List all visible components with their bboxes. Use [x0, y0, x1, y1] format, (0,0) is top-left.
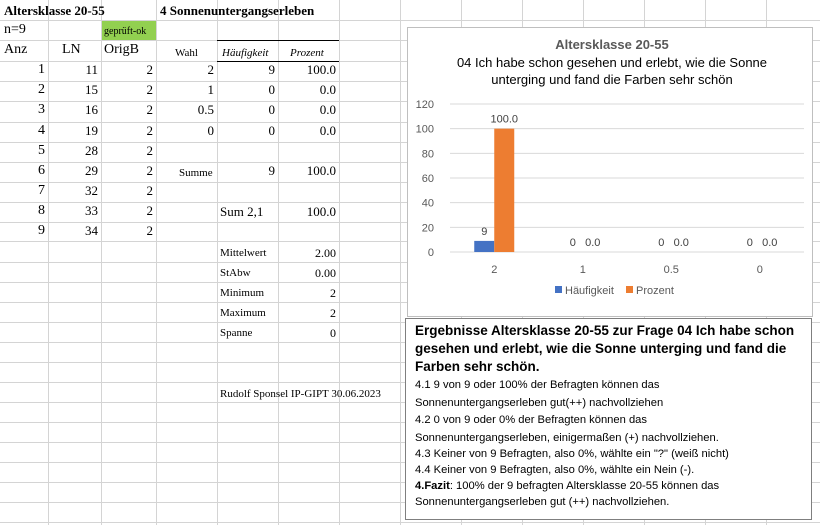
stat-value: 2	[330, 306, 336, 320]
freq-prozent: 0.0	[319, 123, 336, 138]
summary-line-1: 4.1 9 von 9 oder 100% der Befragten können das	[415, 379, 660, 391]
y-tick-label: 0	[427, 247, 434, 259]
bar-prozent	[494, 129, 514, 252]
col-anz-header: Anz	[4, 42, 28, 57]
col-haeufigkeit-header: Häufigkeit	[222, 47, 269, 59]
y-tick-label: 40	[421, 197, 434, 210]
sum21-prozent: 100.0	[306, 204, 336, 219]
freq-haeufigkeit: 0	[268, 123, 275, 138]
summary-line-6: 4.4 Keiner von 9 Befragten, also 0%, wählte ein Nein (-).	[415, 464, 695, 476]
data-label: 0.0	[585, 237, 601, 249]
bar-chart[interactable]	[407, 27, 813, 317]
stat-value: 2.00	[315, 246, 336, 260]
freq-wahl: 2	[207, 62, 214, 77]
row-ln: 33	[85, 203, 98, 218]
row-anz: 4	[38, 123, 45, 138]
summary-fazit-line-2: Sonnenuntergangserleben gut (++) nachvollziehen.	[415, 496, 670, 508]
row-ln: 34	[85, 223, 98, 238]
freq-haeufigkeit: 9	[268, 62, 275, 77]
n-label: n=9	[4, 22, 26, 37]
freq-prozent: 0.0	[319, 102, 336, 117]
y-tick-label: 120	[415, 99, 434, 111]
row-ln: 32	[85, 183, 98, 198]
fazit-label: 4.Fazit	[415, 480, 450, 492]
row-anz: 8	[38, 203, 45, 218]
freq-prozent: 0.0	[319, 82, 336, 97]
y-tick-label: 60	[421, 173, 434, 185]
summe-prozent: 100.0	[306, 163, 336, 178]
summary-textbox[interactable]	[405, 318, 812, 520]
row-ln: 15	[85, 82, 98, 97]
chart-title: Altersklasse 20-55	[555, 37, 669, 52]
row-anz: 1	[38, 62, 45, 77]
y-tick-label: 100	[415, 123, 434, 136]
summary-line-3: 4.2 0 von 9 oder 0% der Befragten können das	[415, 414, 647, 426]
col-ln-header: LN	[62, 42, 81, 57]
data-label: 0	[569, 237, 576, 249]
sheet-subtitle: 4 Sonnenuntergangserleben	[160, 3, 315, 18]
col-wahl-header: Wahl	[175, 47, 198, 59]
stat-value: 0	[330, 326, 336, 340]
stat-label: Mittelwert	[220, 247, 267, 259]
freq-wahl: 0	[207, 123, 214, 138]
data-label: 0.0	[762, 237, 778, 249]
summary-line-5: 4.3 Keiner von 9 Befragten, also 0%, wählte ein "?" (weiß nicht)	[415, 448, 729, 460]
freq-wahl: 1	[207, 82, 214, 97]
stat-label: Maximum	[220, 307, 266, 319]
summary-line-2: Sonnenuntergangserleben gut(++) nachvollziehen	[415, 397, 664, 409]
freq-prozent: 100.0	[306, 62, 336, 77]
legend-label: Häufigkeit	[565, 285, 614, 297]
stat-label: StAbw	[220, 267, 251, 279]
data-label: 100.0	[490, 113, 519, 126]
row-anz: 3	[38, 102, 45, 117]
row-ln: 19	[85, 123, 98, 138]
row-origb: 2	[146, 183, 153, 198]
legend-swatch-häufigkeit	[555, 286, 562, 293]
row-anz: 6	[38, 163, 45, 178]
data-label: 0	[746, 237, 753, 249]
row-origb: 2	[146, 223, 153, 238]
row-origb: 2	[146, 82, 153, 97]
col-prozent-header: Prozent	[290, 47, 324, 59]
row-anz: 2	[38, 82, 45, 97]
chart-subtitle-line-2: unterging und fand die Farben sehr schön	[491, 72, 733, 87]
freq-haeufigkeit: 0	[268, 82, 275, 97]
row-origb: 2	[146, 203, 153, 218]
legend-swatch-prozent	[626, 286, 633, 293]
sum21-label: Sum 2,1	[220, 204, 264, 219]
data-label: 9	[481, 225, 488, 238]
chart-subtitle-line-1: 04 Ich habe schon gesehen und erlebt, wie die Sonne	[456, 55, 768, 70]
summe-haeufigkeit: 9	[268, 163, 275, 178]
freq-haeufigkeit: 0	[268, 102, 275, 117]
row-anz: 9	[38, 223, 45, 238]
row-ln: 29	[85, 163, 98, 178]
x-tick-label: 1	[579, 264, 586, 276]
freq-wahl: 0.5	[197, 102, 214, 117]
summe-label: Summe	[179, 167, 213, 179]
row-origb: 2	[146, 143, 153, 158]
stat-value: 2	[330, 286, 336, 300]
summary-line-4: Sonnenuntergangserleben, einigermaßen (+) nachvollziehen.	[415, 432, 719, 444]
row-origb: 2	[146, 123, 153, 138]
summary-fazit	[415, 478, 810, 494]
author-line: Rudolf Sponsel IP-GIPT 30.06.2023	[220, 388, 381, 400]
y-tick-label: 80	[421, 148, 434, 161]
x-tick-label: 0	[756, 264, 763, 276]
row-anz: 5	[38, 143, 45, 158]
data-label: 0.0	[673, 237, 689, 249]
legend-label: Prozent	[636, 285, 674, 297]
bar-häufigkeit	[474, 241, 494, 252]
row-origb: 2	[146, 102, 153, 117]
stat-label: Spanne	[220, 327, 253, 339]
fazit-text: : 100% der 9 befragten Altersklasse 20-55 können das	[449, 480, 720, 492]
row-ln: 16	[85, 102, 98, 117]
sheet-title: Altersklasse 20-55	[4, 3, 105, 18]
stat-value: 0.00	[315, 266, 336, 280]
col-origb-header: OrigB	[104, 42, 139, 57]
row-ln: 11	[85, 62, 98, 77]
row-ln: 28	[85, 143, 98, 158]
x-tick-label: 0.5	[663, 264, 679, 276]
row-origb: 2	[146, 62, 153, 77]
row-origb: 2	[146, 163, 153, 178]
stat-label: Minimum	[220, 287, 265, 299]
chart-svg	[408, 28, 812, 316]
checked-label: geprüft-ok	[104, 26, 147, 37]
row-anz: 7	[38, 183, 45, 198]
data-label: 0	[658, 237, 665, 249]
summary-title: Ergebnisse Altersklasse 20-55 zur Frage 04 Ich habe schon gesehen und erlebt, wie die Sonne unterging und fand die Farben sehr schön.	[415, 323, 795, 374]
x-tick-label: 2	[491, 264, 498, 276]
y-tick-label: 20	[421, 222, 434, 235]
